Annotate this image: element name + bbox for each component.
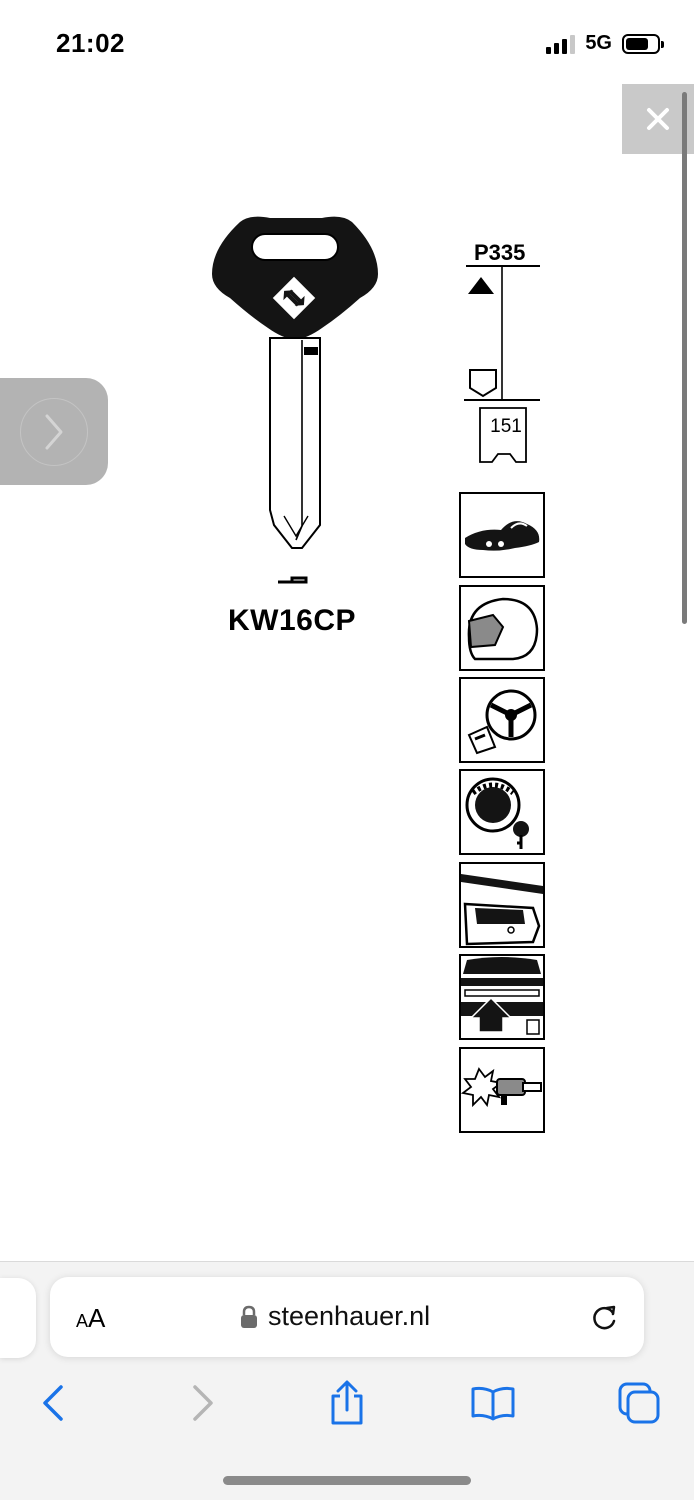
spec-column <box>456 240 556 1140</box>
forward-icon <box>191 1383 215 1423</box>
status-time: 21:02 <box>56 28 125 58</box>
reader-label-large: A <box>88 1303 106 1333</box>
share-button[interactable] <box>322 1378 372 1428</box>
key-image <box>200 210 390 600</box>
signal-icon <box>546 34 575 54</box>
trunk-icon <box>459 954 545 1040</box>
bookmarks-button[interactable] <box>468 1378 518 1428</box>
url-display[interactable] <box>240 1301 430 1332</box>
reload-icon <box>588 1301 620 1333</box>
forward-button[interactable] <box>178 1378 228 1428</box>
browser-toolbar <box>0 1261 694 1500</box>
lock-icon <box>240 1305 258 1329</box>
scroll-indicator[interactable] <box>682 92 687 624</box>
reload-button[interactable] <box>588 1301 620 1333</box>
share-icon <box>327 1380 367 1426</box>
tabs-icon <box>617 1381 661 1425</box>
back-icon <box>41 1383 65 1423</box>
previous-tab-peek[interactable] <box>0 1278 36 1358</box>
chevron-right-icon <box>41 412 67 452</box>
close-icon <box>646 107 670 131</box>
network-type: 5G <box>585 32 612 54</box>
helmet-icon <box>459 585 545 671</box>
key-code-label: KW16CP <box>227 604 357 637</box>
status-indicators <box>546 32 660 55</box>
back-button[interactable] <box>28 1378 78 1428</box>
cut-diagram <box>456 240 556 480</box>
key-blade <box>270 338 320 548</box>
home-indicator[interactable] <box>223 1476 471 1485</box>
fuel-cap-icon <box>459 769 545 855</box>
next-image-button[interactable] <box>0 378 108 485</box>
battery-icon <box>622 34 660 54</box>
tabs-button[interactable] <box>614 1378 664 1428</box>
motorcycle-icon <box>459 492 545 578</box>
address-bar[interactable] <box>50 1277 644 1357</box>
profile-number: 151 <box>490 416 522 437</box>
ignition-icon <box>459 1047 545 1133</box>
glove-box-icon <box>459 862 545 948</box>
steering-wheel-icon <box>459 677 545 763</box>
reader-settings-button[interactable] <box>76 1303 105 1334</box>
navigation-row <box>0 1370 694 1440</box>
next-button-ring <box>20 398 88 466</box>
part-number: P335 <box>474 240 526 265</box>
url-text: steenhauer.nl <box>268 1301 431 1331</box>
status-bar <box>0 0 694 90</box>
reader-label-small: A <box>76 1311 89 1331</box>
bookmarks-icon <box>470 1385 516 1421</box>
